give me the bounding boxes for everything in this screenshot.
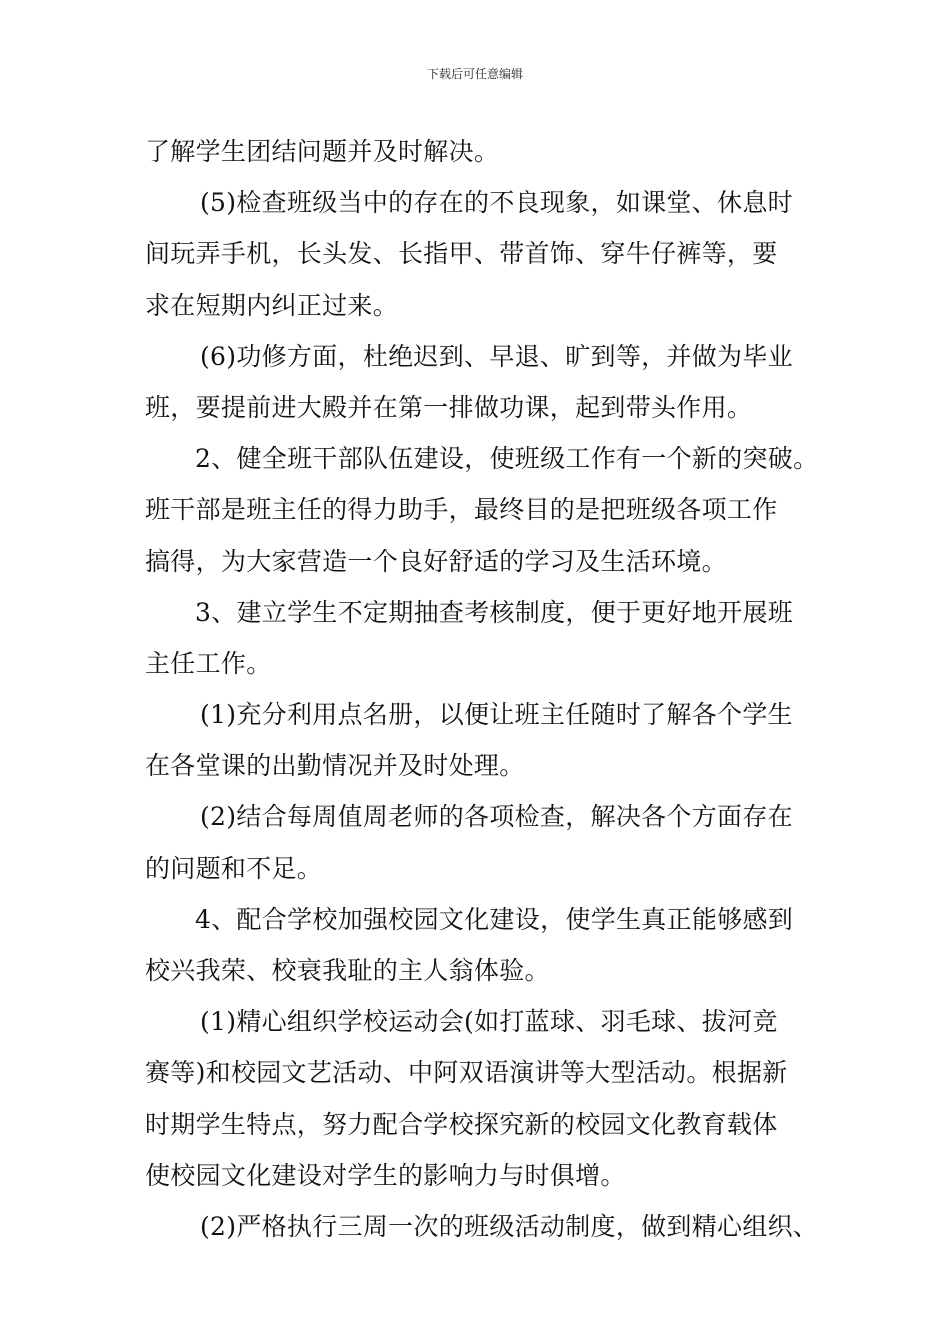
text-line: (2)结合每周值周老师的各项检查，解决各个方面存在 — [200, 802, 793, 832]
text-line: 间玩弄手机，长头发、长指甲、带首饰、穿牛仔裤等，要 — [145, 239, 778, 269]
text-line: 主任工作。 — [145, 648, 272, 678]
document-body — [145, 126, 835, 1252]
text-line: 了解学生团结问题并及时解决。 — [145, 137, 500, 166]
text-line: 赛等)和校园文艺活动、中阿双语演讲等大型活动。根据新 — [145, 1058, 788, 1088]
text-line: 校兴我荣、校衰我耻的主人翁体验。 — [145, 956, 550, 985]
text-line: (1)充分利用点名册，以便让班主任随时了解各个学生 — [200, 700, 793, 730]
text-line: (6)功修方面，杜绝迟到、早退、旷到等，并做为毕业 — [200, 341, 793, 371]
text-line: 使校园文化建设对学生的影响力与时俱增。 — [145, 1160, 626, 1190]
text-line: 3、建立学生不定期抽查考核制度，便于更好地开展班 — [195, 597, 794, 627]
text-line: 的问题和不足。 — [145, 853, 323, 883]
text-line: 搞得，为大家营造一个良好舒适的学习及生活环境。 — [145, 546, 727, 576]
text-line: (2)严格执行三周一次的班级活动制度，做到精心组织、 — [200, 1211, 819, 1241]
text-line: (1)精心组织学校运动会(如打蓝球、羽毛球、拔河竞 — [200, 1007, 778, 1037]
text-line: 在各堂课的出勤情况并及时处理。 — [145, 751, 525, 781]
page-header: 下载后可任意编辑 — [426, 67, 523, 81]
text-line: 4、配合学校加强校园文化建设，使学生真正能够感到 — [195, 904, 794, 934]
text-line: 班干部是班主任的得力助手，最终目的是把班级各项工作 — [145, 495, 778, 525]
text-line: 求在短期内纠正过来。 — [145, 290, 399, 320]
text-line: 班，要提前进大殿并在第一排做功课，起到带头作用。 — [145, 392, 753, 422]
text-line: 2、健全班干部队伍建设，使班级工作有一个新的突破。 — [195, 444, 819, 474]
text-line: (5)检查班级当中的存在的不良现象，如课堂、休息时 — [200, 188, 793, 218]
text-line: 时期学生特点，努力配合学校探究新的校园文化教育载体 — [145, 1109, 778, 1139]
